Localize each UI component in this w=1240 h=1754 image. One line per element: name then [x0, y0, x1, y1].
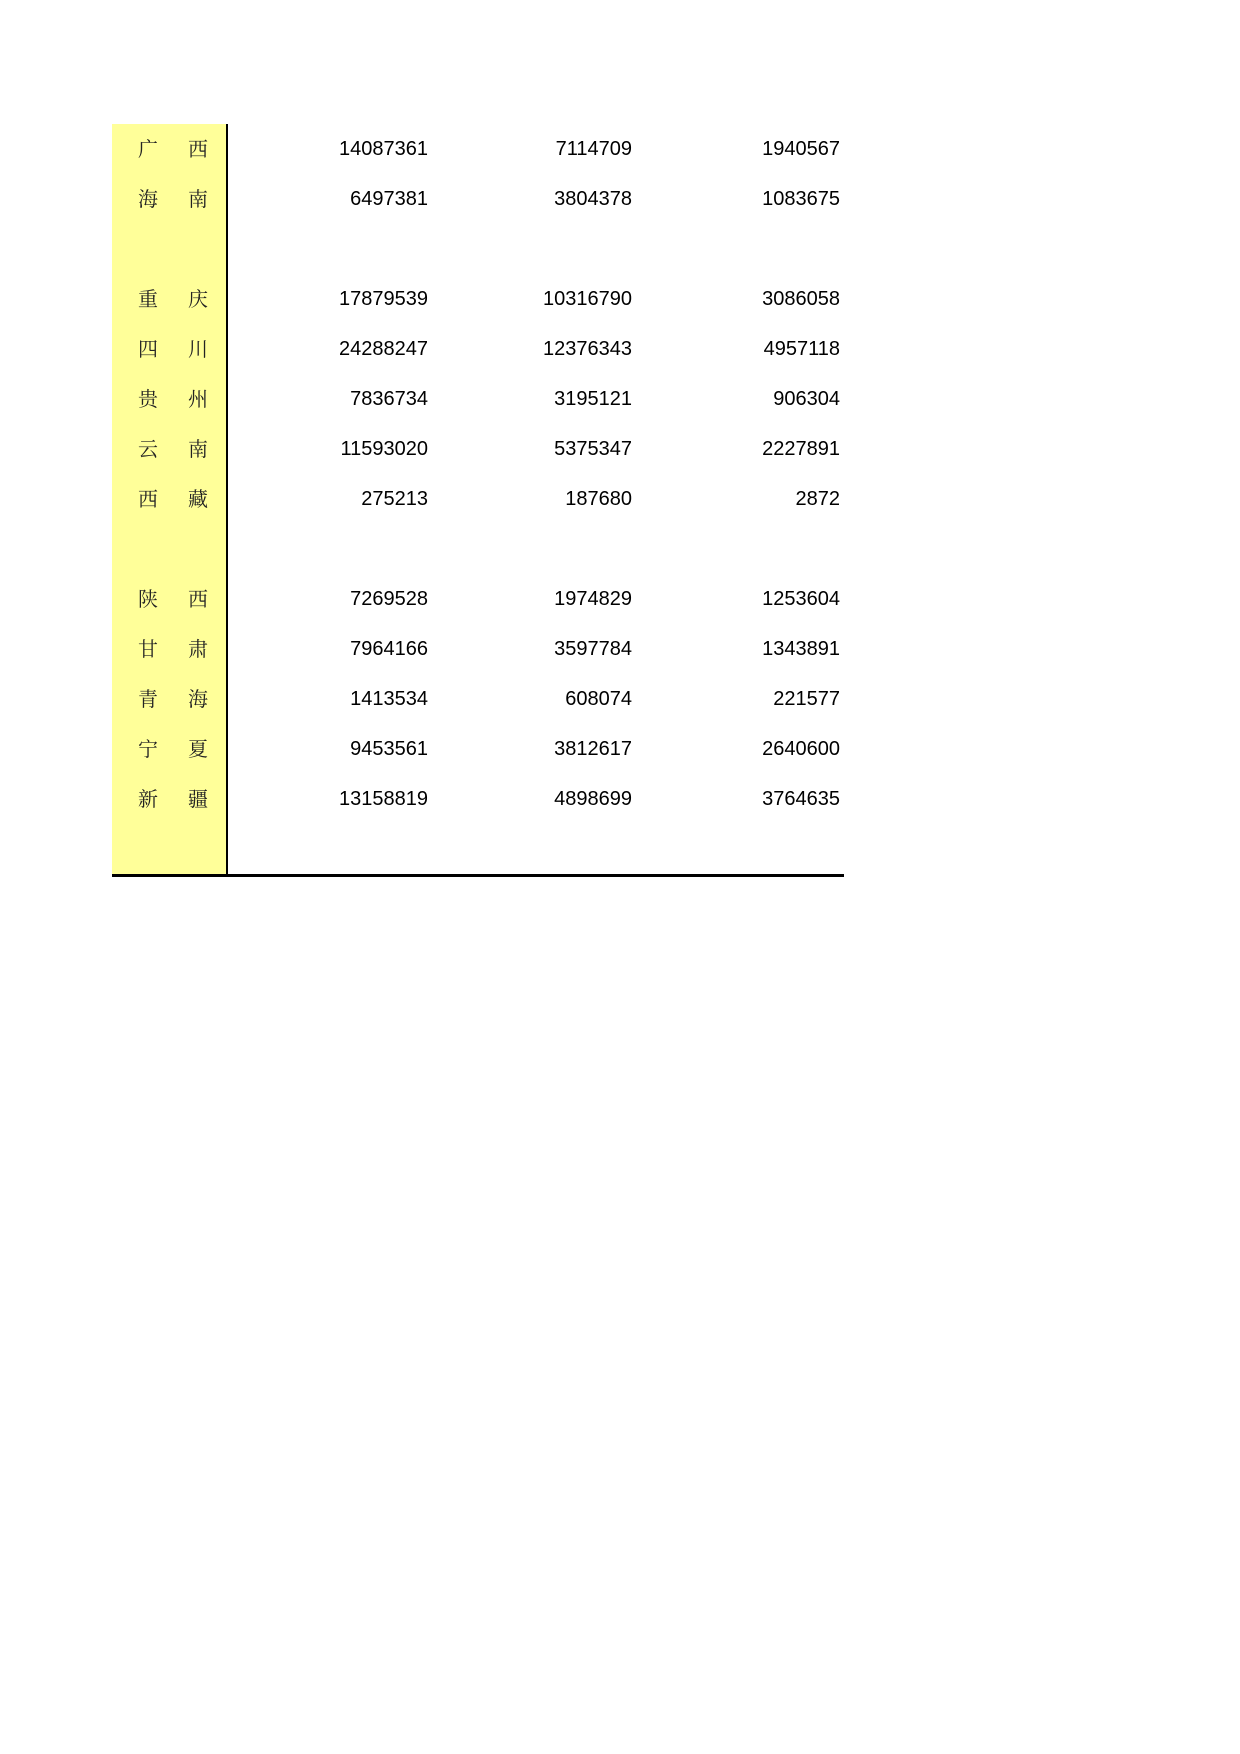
value-cell-col-2: 10316790 [543, 288, 632, 310]
value-cell-col-2: 4898699 [554, 788, 632, 810]
value-cell-col-1: 1413534 [350, 688, 428, 710]
region-name-char: 肃 [188, 637, 208, 661]
value-cell-col-1: 9453561 [350, 738, 428, 760]
region-name-char: 疆 [188, 787, 208, 811]
data-table [112, 124, 844, 824]
table-row [112, 624, 844, 674]
value-cell-col-1: 275213 [361, 488, 428, 510]
value-cell-col-1: 13158819 [339, 788, 428, 810]
value-cell-col-3: 2872 [795, 488, 840, 510]
value-cell-col-3: 1940567 [762, 138, 840, 160]
region-name-char: 庆 [188, 287, 208, 311]
region-name-char: 海 [138, 187, 158, 211]
region-name [138, 674, 208, 724]
region-name-char: 藏 [188, 487, 208, 511]
spreadsheet-page [112, 124, 844, 824]
value-cell-col-2: 3804378 [554, 188, 632, 210]
value-cell-col-1: 6497381 [350, 188, 428, 210]
value-cell-col-3: 2227891 [762, 438, 840, 460]
region-name-char: 海 [188, 687, 208, 711]
region-name-char: 州 [188, 387, 208, 411]
value-cell-col-3: 2640600 [762, 738, 840, 760]
value-cell-col-3: 1343891 [762, 638, 840, 660]
value-cell-col-3: 3086058 [762, 288, 840, 310]
value-cell-col-3: 906304 [773, 388, 840, 410]
table-rows [112, 124, 844, 824]
value-cell-col-1: 11593020 [340, 438, 428, 460]
region-name-char: 甘 [138, 637, 158, 661]
region-name [138, 474, 208, 524]
value-cell-col-1: 24288247 [339, 338, 428, 360]
value-cell-col-3: 221577 [773, 688, 840, 710]
value-cell-col-1: 7836734 [350, 388, 428, 410]
region-name-char: 四 [138, 337, 158, 361]
value-cell-col-2: 187680 [565, 488, 632, 510]
region-name [138, 424, 208, 474]
value-cell-col-2: 5375347 [554, 438, 632, 460]
value-cell-col-3: 3764635 [762, 788, 840, 810]
region-name-char: 夏 [188, 737, 208, 761]
region-name-char: 新 [138, 787, 158, 811]
value-cell-col-1: 7964166 [350, 638, 428, 660]
table-spacer-row [112, 224, 844, 274]
value-cell-col-3: 4957118 [763, 338, 840, 360]
table-bottom-rule [112, 874, 844, 877]
region-name-char: 南 [188, 437, 208, 461]
table-row [112, 124, 844, 174]
value-cell-col-1: 7269528 [350, 588, 428, 610]
region-name [138, 774, 208, 824]
region-name-char: 南 [188, 187, 208, 211]
value-cell-col-2: 7114709 [555, 138, 632, 160]
table-row [112, 424, 844, 474]
table-row [112, 574, 844, 624]
table-spacer-row [112, 524, 844, 574]
value-cell-col-2: 12376343 [543, 338, 632, 360]
region-name-char: 川 [188, 337, 208, 361]
value-cell-col-1: 17879539 [339, 288, 428, 310]
region-name-char: 陕 [138, 587, 158, 611]
table-row [112, 174, 844, 224]
region-name-char: 云 [138, 437, 158, 461]
region-name [138, 274, 208, 324]
table-row [112, 674, 844, 724]
table-row [112, 474, 844, 524]
region-name-char: 西 [188, 587, 208, 611]
table-row [112, 274, 844, 324]
value-cell-col-2: 1974829 [554, 588, 632, 610]
table-row [112, 774, 844, 824]
table-row [112, 724, 844, 774]
region-name [138, 324, 208, 374]
region-name [138, 724, 208, 774]
value-cell-col-3: 1253604 [762, 588, 840, 610]
value-cell-col-1: 14087361 [339, 138, 428, 160]
region-name [138, 374, 208, 424]
value-cell-col-2: 3195121 [554, 388, 632, 410]
value-cell-col-2: 608074 [565, 688, 632, 710]
table-row [112, 374, 844, 424]
region-name [138, 124, 208, 174]
region-name-char: 贵 [138, 387, 158, 411]
value-cell-col-2: 3812617 [554, 738, 632, 760]
region-name-char: 青 [138, 687, 158, 711]
value-cell-col-2: 3597784 [554, 638, 632, 660]
table-row [112, 324, 844, 374]
region-name-char: 重 [138, 287, 158, 311]
value-cell-col-3: 1083675 [762, 188, 840, 210]
region-name [138, 574, 208, 624]
region-name [138, 624, 208, 674]
region-name-char: 宁 [138, 737, 158, 761]
region-name-char: 西 [188, 137, 208, 161]
region-name [138, 174, 208, 224]
region-name-char: 广 [138, 137, 158, 161]
region-name-char: 西 [138, 487, 158, 511]
